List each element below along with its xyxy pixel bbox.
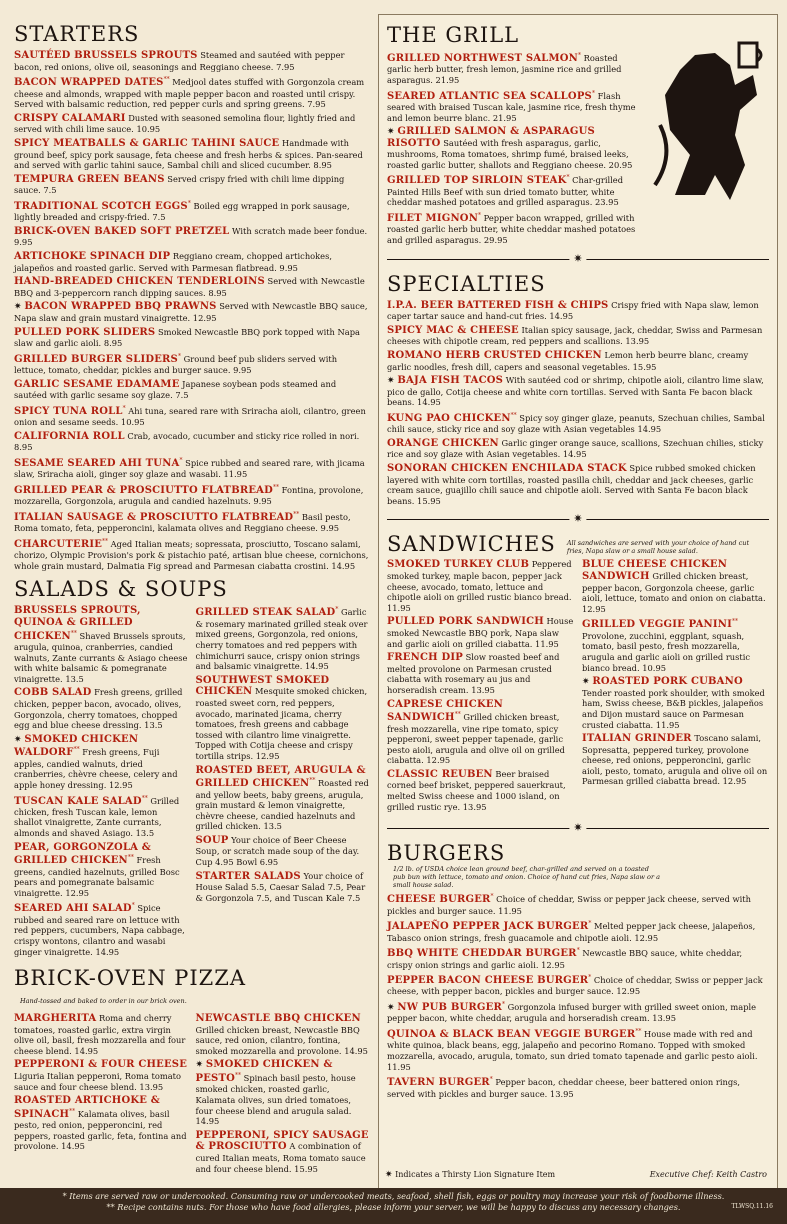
menu-item-description: Fresh greens, grilled chicken, pepper bacon, avocado, olives, Gorgonzola, cherry tomatoes, chopped egg and blue cheese dressing. 13.5 bbox=[14, 687, 183, 731]
menu-item bbox=[387, 89, 637, 124]
menu-item-description: Roasted red and yellow beets, baby greens, arugula, grain mustard & lemon vinaigrette, chèvre cheese, candied hazelnuts and grilled chicken. 13.5 bbox=[195, 777, 369, 832]
menu-item-name: PULLED PORK SANDWICH bbox=[387, 616, 544, 628]
menu-item-description: Steamed and sautéed with pepper bacon, red onions, olive oil, seasonings and Reggiano cheese. 7.95 bbox=[14, 50, 345, 72]
lion-signature-icon: ✷ bbox=[385, 1170, 393, 1180]
menu-item-name: SOUTHWEST SMOKED CHICKEN bbox=[195, 674, 330, 698]
menu-item bbox=[14, 510, 369, 534]
allergen-mark: ** bbox=[73, 746, 80, 754]
menu-item-name: SPICY MAC & CHEESE bbox=[387, 324, 519, 336]
menu-item-description: Crab, avocado, cucumber and sticky rice rolled in nori. 8.95 bbox=[14, 430, 360, 453]
menu-item bbox=[387, 616, 574, 649]
menu-item bbox=[14, 251, 369, 273]
menu-item bbox=[582, 676, 769, 730]
menu-item-description: Fontina, provolone, mozzarella, Gorgonzola, arugula and candied hazelnuts. 9.95 bbox=[14, 484, 364, 507]
menu-item-description: Fresh greens, Fuji apples, candied walnuts, dried cranberries, chèvre cheese, celery and apple honey dressing. 12.95 bbox=[14, 747, 178, 790]
menu-item-name: SAUTÉED BRUSSELS SPROUTS bbox=[14, 50, 198, 61]
menu-item-name: GRILLED TOP SIRLOIN STEAK bbox=[387, 175, 567, 187]
specialties-divider bbox=[387, 512, 769, 526]
menu-item-name: BACON WRAPPED BBQ PRAWNS bbox=[24, 301, 217, 313]
menu-item bbox=[387, 438, 769, 460]
menu-item-description: Liguria Italian pepperoni, Roma tomato sauce and four cheese blend. 13.95 bbox=[14, 1071, 181, 1092]
menu-item-name: SEARED ATLANTIC SEA SCALLOPS bbox=[387, 90, 592, 102]
allergen-mark: ** bbox=[102, 537, 109, 545]
salads-right-column bbox=[196, 605, 370, 960]
menu-item-description: Grilled chicken, fresh Tuscan kale, lemon shallot vinaigrette, Zante currants, almonds and shaved Asiago. 13.5 bbox=[14, 795, 180, 839]
menu-item-name: ITALIAN GRINDER bbox=[582, 733, 692, 745]
menu-item-description: Choice of cheddar, Swiss or pepper jack cheese, served with pickles and burger sauce. 11.95 bbox=[387, 894, 751, 916]
grill-divider bbox=[387, 252, 769, 266]
menu-item bbox=[387, 769, 574, 812]
menu-item bbox=[196, 1059, 370, 1126]
menu-item-description: Japanese soybean pods steamed and sautéed with garlic sesame soy glaze. 7.5 bbox=[14, 378, 337, 401]
allergen-mark: * bbox=[566, 174, 570, 182]
menu-item bbox=[14, 379, 369, 401]
salads-title: SALADS & SOUPS bbox=[14, 577, 228, 602]
menu-item-name: PEPPERONI, SPICY SAUSAGE & PROSCIUTTO bbox=[195, 1129, 369, 1153]
menu-item bbox=[582, 559, 769, 614]
menu-item-name: SMOKED CHICKEN & PESTO bbox=[195, 1059, 333, 1084]
left-column bbox=[14, 22, 369, 1177]
menu-item bbox=[387, 173, 637, 208]
menu-item bbox=[387, 300, 769, 322]
menu-item-description: Spicy soy ginger glaze, peanuts, Szechuan chilies, Sambal chili sauce, sticky rice and soy glaze with Asian vegetables 14.95 bbox=[387, 412, 765, 435]
menu-item-description: Sautéed with fresh asparagus, garlic, mushrooms, Roma tomatoes, shrimp fumé, braised leeks, roasted garlic butter, shallots and Reggiano cheese. 20.95 bbox=[387, 137, 633, 170]
footer-disclaimer bbox=[0, 1188, 787, 1224]
menu-item-name: ROASTED ARTICHOKE & SPINACH bbox=[14, 1095, 160, 1120]
legend-text: Indicates a Thirsty Lion Signature Item bbox=[395, 1170, 556, 1179]
menu-item bbox=[582, 617, 769, 673]
lion-signature-icon: ✷ bbox=[195, 1060, 206, 1071]
allergen-mark: ** bbox=[732, 618, 738, 626]
menu-item bbox=[14, 605, 188, 684]
pizza-title: BRICK-OVEN PIZZA bbox=[14, 966, 247, 991]
menu-item-name: NEWCASTLE BBQ CHICKEN bbox=[195, 1013, 361, 1025]
menu-item bbox=[196, 605, 370, 671]
allergen-mark: ** bbox=[635, 1028, 642, 1036]
menu-item-description: Boiled egg wrapped in pork sausage, lightly breaded and crispy-fried. 7.5 bbox=[14, 200, 350, 223]
menu-item bbox=[14, 113, 369, 135]
menu-item-description: Grilled chicken breast, fresh mozzarella, vine ripe tomato, spicy pepperoni, sweet pepper tapenade, garlic pesto aioli, arugula and olive oil on grilled ciabatta. 12.95 bbox=[387, 711, 565, 766]
menu-item bbox=[387, 1075, 769, 1099]
menu-item-name: SMOKED TURKEY CLUB bbox=[387, 559, 530, 571]
salads-left-column bbox=[14, 605, 188, 960]
burgers-list bbox=[387, 892, 769, 1099]
menu-item bbox=[387, 1000, 769, 1024]
menu-item-description: Ground beef pub sliders served with lettuce, tomato, cheddar, pickles and burger sauce. 9.95 bbox=[14, 353, 338, 376]
starters-list bbox=[14, 50, 369, 571]
menu-item-description: Newcastle BBQ sauce, white cheddar, crispy onion strings and garlic aioli. 12.95 bbox=[387, 947, 743, 970]
menu-item-name: SOUP bbox=[195, 834, 229, 846]
menu-item-name: STARTER SALADS bbox=[195, 870, 301, 882]
menu-item-name: HAND-BREADED CHICKEN TENDERLOINS bbox=[14, 276, 265, 288]
menu-item-description: Char-grilled Painted Hills Beef with sun dried tomato butter, white cheddar mashed potatoes and grilled asparagus. 23.95 bbox=[387, 175, 624, 208]
grill-list bbox=[387, 51, 637, 246]
lion-signature-icon: ✷ bbox=[582, 677, 593, 688]
menu-item bbox=[14, 537, 369, 572]
allergen-mark: * bbox=[177, 352, 181, 360]
allergen-mark: * bbox=[179, 457, 183, 465]
menu-item-name: GRILLED PEAR & PROSCIUTTO FLATBREAD bbox=[14, 484, 274, 496]
lion-crest-icon bbox=[635, 35, 765, 205]
menu-item-description: Melted pepper jack cheese, jalapeños, Tabasco onion strings, fresh guacamole and chipotle aioli. 12.95 bbox=[387, 920, 756, 943]
menu-item bbox=[387, 211, 637, 246]
menu-item-name: BLUE CHEESE CHICKEN SANDWICH bbox=[582, 559, 728, 583]
menu-item bbox=[196, 675, 370, 762]
allergen-mark: * bbox=[335, 606, 339, 614]
menu-item-description: Flash seared with braised Tuscan kale, jasmine rice, fresh thyme and lemon beurre blanc. 21.95 bbox=[387, 90, 636, 123]
allergen-mark: ** bbox=[127, 854, 134, 862]
menu-item-description: Slow roasted beef and melted provolone on Parmesan crusted ciabatta with rosemary au jus and horseradish cream. 13.95 bbox=[387, 652, 560, 695]
allergen-mark: * bbox=[591, 89, 595, 97]
menu-item-name: ARTICHOKE SPINACH DIP bbox=[14, 251, 171, 263]
menu-item bbox=[14, 901, 188, 957]
allergen-mark: * bbox=[588, 920, 592, 928]
allergen-mark: * bbox=[122, 404, 126, 412]
menu-item bbox=[14, 50, 369, 72]
menu-item-name: BACON WRAPPED DATES bbox=[14, 76, 164, 88]
menu-item-description: Spice rubbed and seared rare, with jicama slaw, Sriracha aioli, ginger soy glaze and wasabi. 11.95 bbox=[14, 457, 365, 480]
burgers-title: BURGERS bbox=[387, 841, 506, 866]
menu-item-description: Beer braised corned beef brisket, peppered sauerkraut, melted Swiss cheese and 1000 island, on grilled rustic rye. 13.95 bbox=[387, 768, 566, 812]
menu-item-name: FILET MIGNON bbox=[387, 212, 479, 224]
menu-item-description: Grilled chicken breast, Newcastle BBQ sauce, red onion, cilantro, fontina, smoked mozzarella and provolone. 14.95 bbox=[195, 1024, 368, 1056]
allergen-mark: * bbox=[187, 199, 191, 207]
menu-item bbox=[14, 404, 369, 428]
menu-item-description: Reggiano cream, chopped artichokes, jalapeños and roasted garlic. Served with Parmesan flatbread. 9.95 bbox=[14, 251, 332, 273]
menu-item-name: SEARED AHI SALAD bbox=[14, 903, 132, 915]
allergen-mark: ** bbox=[273, 484, 280, 492]
menu-item-name: GRILLED STEAK SALAD bbox=[195, 607, 336, 619]
menu-item bbox=[387, 463, 769, 506]
menu-item-description: Spice rubbed and seared rare on lettuce with red peppers, cucumbers, Napa cabbage, crispy wontons, cilantro and wasabi ginger vinaigrette. 14.95 bbox=[14, 903, 185, 957]
menu-item-name: GRILLED NORTHWEST SALMON bbox=[387, 52, 578, 64]
menu-item-description: Dusted with seasoned semolina flour, lightly fried and served with chili lime sauce. 10.95 bbox=[14, 112, 356, 135]
allergen-mark: ** bbox=[70, 629, 77, 637]
menu-item-description: Kalamata olives, basil pesto, red onion, pepperoncini, red peppers, roasted garlic, feta, fontina and provolone. 14.95 bbox=[14, 1108, 187, 1152]
menu-item-name: CHEESE BURGER bbox=[387, 894, 491, 906]
starters-title: STARTERS bbox=[14, 22, 140, 46]
lion-signature-icon: ✷ bbox=[387, 376, 398, 387]
menu-item bbox=[14, 734, 188, 791]
menu-item bbox=[14, 199, 369, 223]
menu-item-description: House smoked Newcastle BBQ pork, Napa slaw and garlic aioli on grilled ciabatta. 11.95 bbox=[387, 616, 574, 649]
menu-item-name: ROMANO HERB CRUSTED CHICKEN bbox=[387, 349, 602, 361]
menu-item-name: GRILLED VEGGIE PANINI bbox=[582, 619, 732, 631]
allergen-mark: ** bbox=[293, 510, 300, 518]
menu-item-description: Spice rubbed smoked chicken layered with white corn tortillas, roasted pasilla chili, cheddar and jack cheeses, garlic cream sauce, guajillo chili sauce and chipotle aioli. Served with Santa Fe bacon black beans. 15.95 bbox=[387, 463, 756, 506]
menu-item-description: Garlic & rosemary marinated grilled steak over mixed greens, Gorgonzola, red onions, cherry tomatoes and red peppers with chimichurri sauce, crispy onion strings and balsamic vinaigrette. 14.95 bbox=[195, 607, 368, 672]
menu-item-name: ORANGE CHICKEN bbox=[387, 437, 499, 449]
menu-item-name: COBB SALAD bbox=[14, 687, 92, 699]
menu-item bbox=[14, 1095, 188, 1152]
menu-item-name: GRILLED BURGER SLIDERS bbox=[14, 353, 178, 365]
menu-item bbox=[14, 75, 369, 110]
menu-item bbox=[387, 699, 574, 766]
menu-item-name: SPICY TUNA ROLL bbox=[14, 405, 123, 417]
sandwiches-title: SANDWICHES bbox=[387, 532, 556, 557]
ornament-icon: ✷ bbox=[569, 252, 586, 266]
ornament-icon: ✷ bbox=[569, 821, 586, 835]
lion-signature-icon: ✷ bbox=[387, 127, 398, 138]
menu-item bbox=[387, 51, 637, 86]
allergen-mark: ** bbox=[163, 76, 170, 84]
specialties-title: SPECIALTIES bbox=[387, 271, 546, 296]
pizza-header bbox=[14, 966, 369, 1009]
menu-item-name: CLASSIC REUBEN bbox=[387, 768, 493, 780]
menu-item-description: Fresh greens, candied hazelnuts, grilled Bosc pears and pomegranate balsamic vinaigrette. 12.95 bbox=[14, 855, 180, 898]
menu-item-description: Pepper bacon wrapped, grilled with roasted garlic herb butter, white cheddar mashed potatoes and grilled asparagus. 29.95 bbox=[387, 212, 636, 245]
menu-item bbox=[387, 559, 574, 613]
sandwiches-note: All sandwiches are served with your choice of hand cut fries, Napa slaw or a small house salad. bbox=[566, 538, 750, 555]
menu-item-name: PULLED PORK SLIDERS bbox=[14, 326, 156, 338]
menu-item-description: Handmade with ground beef, spicy pork sausage, feta cheese and fresh herbs & spices. Pan-seared and served with garlic tahini sauce, Sambal chili and sliced cucumber. 8.95 bbox=[14, 137, 363, 171]
menu-item-name: SONORAN CHICKEN ENCHILADA STACK bbox=[387, 463, 627, 475]
menu-item bbox=[387, 973, 769, 997]
menu-item-name: GARLIC SESAME EDAMAME bbox=[14, 378, 180, 390]
menu-item-description: Basil pesto, Roma tomato, feta, pepperoncini, kalamata olives and Reggiano cheese. 9.95 bbox=[14, 511, 351, 534]
menu-item-description: Pepper bacon, cheddar cheese, beer battered onion rings, served with pickles and burger sauce. 13.95 bbox=[387, 1076, 741, 1099]
burgers-note: 1/2 lb. of USDA choice lean ground beef, char-grilled and served on a toasted pub bun with lettuce, tomato and onion. Choice of hand cut fries, Napa slaw or a small house salad. bbox=[393, 865, 661, 890]
menu-item bbox=[387, 350, 769, 372]
allergen-mark: * bbox=[478, 212, 482, 220]
allergen-mark: * bbox=[588, 974, 592, 982]
menu-item-name: TAVERN BURGER bbox=[387, 1076, 490, 1088]
menu-item-description: Ahi tuna, seared rare with Sriracha aioli, cilantro, green onion and sesame seeds. 10.95 bbox=[14, 405, 366, 428]
menu-item-description: Tender roasted pork shoulder, with smoked ham, Swiss cheese, B&B pickles, jalapeños and Dijon mustard sauce on Parmesan crusted ciabatta. 11.95 bbox=[582, 687, 765, 730]
menu-item bbox=[14, 1013, 188, 1056]
lion-signature-icon: ✷ bbox=[14, 302, 25, 313]
menu-item-description: Toscano salami, Sopresatta, peppered turkey, provolone cheese, red onions, pepperoncini, garlic aioli, pesto, tomato, arugula and olive oil on Parmesan grilled ciabatta bread. 12.95 bbox=[582, 733, 768, 787]
menu-item bbox=[14, 842, 188, 899]
sandwiches-header bbox=[387, 532, 769, 556]
menu-item-description: Shaved Brussels sprouts, arugula, quinoa, cranberries, candied walnuts, Zante currants & Asiago cheese with white balsamic & pomegranate vinaigrette. 13.5 bbox=[14, 630, 188, 684]
menu-item-description: Garlic ginger orange sauce, scallions, Szechuan chilies, sticky rice and soy glaze with Asian vegetables. 14.95 bbox=[387, 437, 764, 460]
ornament-icon: ✷ bbox=[569, 512, 586, 526]
menu-item-description: Aged Italian meats; sopressata, prosciutto, Toscano salami, chorizo, Olympic Provision's pork & pistachio paté, artisan blue cheese, cornichons, whole grain mustard, Dalmatia Fig spread and Parmesan ciabatta crostini. 14.95 bbox=[14, 538, 369, 571]
allergen-mark: * bbox=[576, 947, 580, 955]
menu-item-description: A combination of cured Italian meats, Roma tomato sauce and four cheese blend. 15.95 bbox=[195, 1141, 366, 1174]
allergen-mark: ** bbox=[141, 794, 148, 802]
menu-item-name: ROASTED BEET, ARUGULA & GRILLED CHICKEN bbox=[195, 764, 366, 789]
menu-item-name: QUINOA & BLACK BEAN VEGGIE BURGER bbox=[387, 1028, 636, 1040]
sandwiches-divider bbox=[387, 821, 769, 835]
menu-item-name: PEAR, GORGONZOLA & GRILLED CHICKEN bbox=[14, 841, 152, 866]
pizza-columns bbox=[14, 1013, 369, 1177]
allergen-mark: ** bbox=[309, 777, 316, 785]
allergen-mark: ** bbox=[69, 1107, 76, 1115]
menu-item-name: CAPRESE CHICKEN SANDWICH bbox=[387, 698, 503, 723]
menu-item-description: Crispy fried with Napa slaw, lemon caper tartar sauce and hand-cut fries. 14.95 bbox=[387, 299, 759, 322]
menu-item-description: Peppered smoked turkey, maple bacon, pepper jack cheese, avocado, tomato, lettuce and chipotle aioli on grilled rustic bianco bread. 11.95 bbox=[387, 559, 572, 613]
menu-item-description: House made with red and white quinoa, black beans, egg, jalapeño and pecorino Romano. Topped with smoked mozzarella, avocado, arugula, tomato, sun dried tomato tapenade and garlic pesto aioli. 11.95 bbox=[387, 1028, 758, 1072]
menu-item-name: PEPPERONI & FOUR CHEESE bbox=[14, 1059, 188, 1071]
footer-line-raw: * Items are served raw or undercooked. Consuming raw or undercooked meats, seafood, shell fish, eggs or poultry may increase your risk of foodborne illness. bbox=[62, 1191, 725, 1201]
lion-signature-icon: ✷ bbox=[14, 734, 25, 745]
footer-line-nuts: ** Recipe contains nuts. For those who have food allergies, please inform your server, we will be happy to discuss any necessary changes. bbox=[106, 1202, 681, 1212]
allergen-mark: * bbox=[490, 893, 494, 901]
menu-item-description: Italian spicy sausage, jack, cheddar, Swiss and Parmesan cheeses with chipotle cream, red peppers and scallions. 13.95 bbox=[387, 324, 763, 347]
sandwiches-left-column bbox=[387, 559, 574, 815]
sandwiches-right-column bbox=[582, 559, 769, 815]
menu-item bbox=[196, 871, 370, 904]
menu-item-name: FRENCH DIP bbox=[387, 652, 463, 664]
menu-item-description: Your choice of House Salad 5.5, Caesar Salad 7.5, Pear & Gorgonzola 7.5, and Tuscan Kale 7.5 bbox=[195, 870, 366, 903]
menu-item bbox=[14, 276, 369, 298]
menu-item bbox=[14, 483, 369, 507]
menu-item bbox=[387, 411, 769, 435]
menu-item-name: BRICK-OVEN BAKED SOFT PRETZEL bbox=[14, 225, 230, 237]
menu-item-description: Served with Newcastle BBQ and 3-peppercorn ranch dipping sauces. 8.95 bbox=[14, 276, 365, 298]
menu-item bbox=[387, 325, 769, 347]
menu-item bbox=[387, 652, 574, 695]
menu-item bbox=[196, 765, 370, 832]
menu-item-name: ROASTED PORK CUBANO bbox=[592, 676, 743, 688]
menu-item-name: SPICY MEATBALLS & GARLIC TAHINI SAUCE bbox=[14, 137, 280, 149]
menu-item bbox=[14, 226, 369, 248]
menu-item-name: SMOKED CHICKEN WALDORF bbox=[14, 733, 139, 759]
menu-item bbox=[387, 126, 637, 170]
menu-item bbox=[582, 733, 769, 787]
grill-title: THE GRILL bbox=[387, 23, 520, 47]
menu-item bbox=[14, 352, 369, 376]
menu-item bbox=[14, 687, 188, 730]
menu-item-description: Roma and cherry tomatoes, roasted garlic, extra virgin olive oil, basil, fresh mozzarella and four cheese blend. 14.95 bbox=[14, 1013, 186, 1056]
menu-item-name: NW PUB BURGER bbox=[397, 1001, 502, 1013]
pizza-left-column bbox=[14, 1013, 188, 1177]
menu-item bbox=[14, 174, 369, 196]
menu-item bbox=[387, 892, 769, 916]
menu-item-name: JALAPEÑO PEPPER JACK BURGER bbox=[387, 920, 589, 932]
menu-item-name: GRILLED SALMON & ASPARAGUS RISOTTO bbox=[387, 126, 595, 149]
menu-item-name: SESAME SEARED AHI TUNA bbox=[14, 457, 180, 469]
menu-item bbox=[14, 327, 369, 349]
allergen-mark: ** bbox=[454, 711, 461, 719]
menu-item-description: Spinach basil pesto, house smoked chicken, roasted garlic, Kalamata olives, sun dried tomatoes, four cheese blend and arugula salad. 14.95 bbox=[195, 1072, 356, 1127]
menu-item-name: ITALIAN SAUSAGE & PROSCIUTTO FLATBREAD bbox=[14, 511, 294, 523]
menu-item bbox=[196, 835, 370, 868]
menu-item-name: BBQ WHITE CHEDDAR BURGER bbox=[387, 947, 577, 959]
menu-item-description: Your choice of Beer Cheese Soup, or scratch made soup of the day. Cup 4.95 Bowl 6.95 bbox=[195, 834, 360, 868]
menu-item-name: TEMPURA GREEN BEANS bbox=[14, 173, 165, 185]
menu-item bbox=[14, 301, 369, 323]
allergen-mark: ** bbox=[235, 1072, 242, 1080]
menu-item-description: Medjool dates stuffed with Gorgonzola cream cheese and almonds, wrapped with maple pepper bacon and roasted until crispy. Served with balsamic reduction, red pepper curls and spring greens. 7.95 bbox=[14, 76, 365, 110]
menu-item-name: I.P.A. BEER BATTERED FISH & CHIPS bbox=[387, 299, 609, 311]
menu-item-name: BRUSSELS SPROUTS, QUINOA & GRILLED CHICKEN bbox=[14, 605, 141, 642]
menu-item-name: TRADITIONAL SCOTCH EGGS bbox=[14, 200, 188, 212]
menu-item bbox=[387, 946, 769, 970]
menu-item-description: Lemon herb beurre blanc, creamy garlic noodles, fresh dill, capers and seasonal vegetables. 15.95 bbox=[387, 349, 749, 372]
allergen-mark: * bbox=[131, 902, 135, 910]
pizza-right-column bbox=[196, 1013, 370, 1177]
menu-item-description: With scratch made beer fondue. 9.95 bbox=[14, 225, 368, 248]
menu-item bbox=[14, 431, 369, 453]
allergen-mark: ** bbox=[510, 411, 517, 419]
menu-item-description: Grilled chicken breast, pepper bacon, Gorgonzola cheese, garlic aioli, lettuce, tomato and onion on ciabatta. 12.95 bbox=[582, 571, 766, 614]
menu-item-name: TUSCAN KALE SALAD bbox=[14, 795, 142, 807]
menu-item-description: Smoked Newcastle BBQ pork topped with Napa slaw and garlic aioli. 8.95 bbox=[14, 326, 361, 349]
salads-columns bbox=[14, 605, 369, 960]
allergen-mark: * bbox=[502, 1001, 505, 1009]
signature-legend bbox=[385, 1170, 555, 1180]
menu-item-name: CHARCUTERIE bbox=[14, 538, 103, 550]
menu-item-description: Served with Newcastle BBQ sauce, Napa slaw and grain mustard vinaigrette. 12.95 bbox=[14, 301, 368, 323]
menu-item bbox=[387, 375, 769, 408]
executive-chef: Executive Chef: Keith Castro bbox=[649, 1170, 767, 1179]
menu-item bbox=[196, 1130, 370, 1174]
right-column bbox=[378, 14, 778, 1190]
menu-item bbox=[14, 1059, 188, 1092]
menu-item bbox=[196, 1013, 370, 1056]
allergen-mark: * bbox=[489, 1076, 493, 1084]
menu-item bbox=[14, 138, 369, 171]
menu-item-name: KUNG PAO CHICKEN bbox=[387, 412, 511, 424]
burgers-header bbox=[387, 841, 769, 889]
menu-item-description: Gorgonzola infused burger with grilled sweet onion, maple pepper bacon, white cheddar, arugula and horseradish cream. 13.95 bbox=[387, 1001, 757, 1024]
menu-code: TLWSQ.11.16 bbox=[731, 1203, 773, 1210]
menu-item-description: Choice of cheddar, Swiss or pepper jack cheese, with pepper bacon, pickles and burger sauce. 12.95 bbox=[387, 974, 763, 997]
menu-item-description: Served crispy fried with chili lime dipping sauce. 7.5 bbox=[14, 173, 345, 196]
menu-item-name: CALIFORNIA ROLL bbox=[14, 430, 125, 442]
menu-item-description: Provolone, zucchini, eggplant, squash, tomato, basil pesto, fresh mozzarella, arugula and garlic aioli on grilled rustic bianco bread. 10.95 bbox=[582, 630, 751, 673]
menu-item-description: Mesquite smoked chicken, roasted sweet corn, red peppers, avocado, marinated jicama, cherry tomatoes, fresh greens and cabbage tossed with cilantro lime vinaigrette. Topped with Cotija cheese and crispy tortilla strips. 12.95 bbox=[195, 686, 368, 761]
lion-signature-icon: ✷ bbox=[387, 1002, 398, 1013]
menu-item bbox=[387, 919, 769, 943]
menu-item-description: With sautéed cod or shrimp, chipotle aioli, cilantro lime slaw, pico de gallo, Cotija cheese and white corn tortillas. Served with Santa Fe bacon black beans. 14.95 bbox=[387, 375, 764, 408]
menu-item-name: MARGHERITA bbox=[14, 1013, 97, 1025]
menu-item bbox=[14, 456, 369, 480]
menu-item bbox=[14, 794, 188, 839]
menu-item-name: BAJA FISH TACOS bbox=[397, 375, 504, 387]
menu-item-name: CRISPY CALAMARI bbox=[14, 112, 126, 124]
menu-item-name: PEPPER BACON CHEESE BURGER bbox=[387, 974, 589, 986]
sandwiches-columns bbox=[387, 559, 769, 815]
menu-item-description: Roasted garlic herb butter, fresh lemon, jasmine rice and grilled asparagus. 21.95 bbox=[387, 52, 622, 85]
allergen-mark: * bbox=[577, 52, 581, 59]
specialties-list bbox=[387, 300, 769, 507]
pizza-note: Hand-tossed and baked to order in our brick oven. bbox=[20, 996, 187, 1005]
menu-item bbox=[387, 1027, 769, 1072]
